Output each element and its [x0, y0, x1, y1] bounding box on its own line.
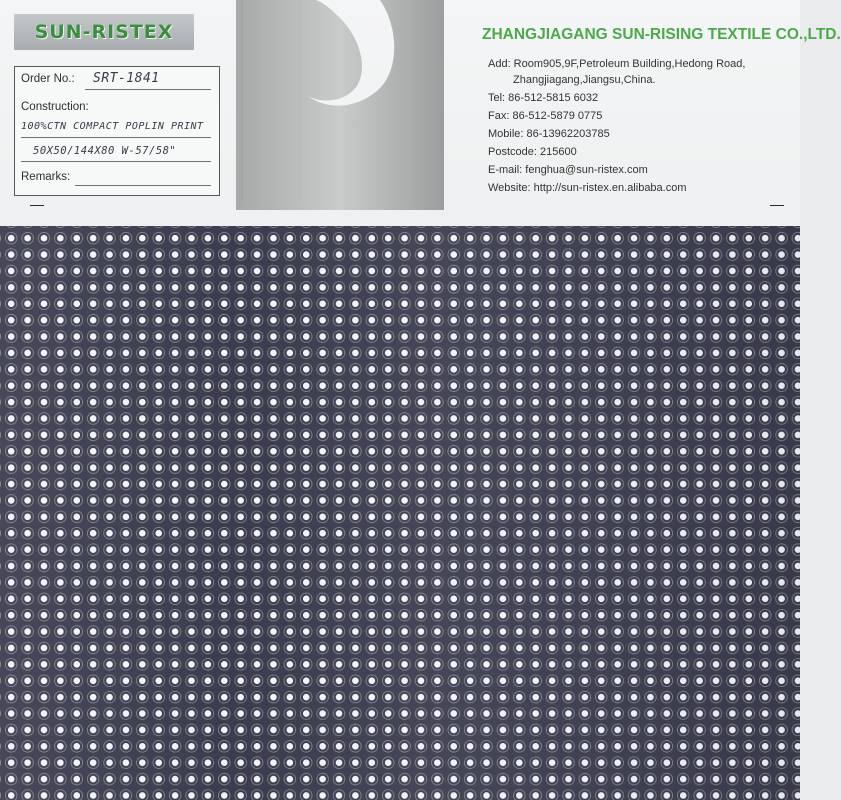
company-name: ZHANGJIAGANG SUN-RISING TEXTILE CO.,LTD. [482, 26, 841, 43]
alignment-tick [770, 205, 784, 206]
remarks-label: Remarks: [21, 171, 71, 183]
order-number-value: SRT-1841 [93, 71, 160, 86]
construction-line-1-rule [21, 137, 211, 138]
brand-logo-text: SUN-RISTEX [34, 21, 174, 43]
company-tel: Tel: 86-512-5815 6032 [488, 92, 599, 104]
hanger-cutout [230, 0, 450, 226]
company-email: E-mail: fenghua@sun-ristex.com [488, 164, 648, 176]
company-fax: Fax: 86-512-5879 0775 [488, 110, 603, 122]
order-number-line [85, 89, 211, 90]
construction-line-2: 50X50/144X80 W-57/58" [33, 145, 177, 157]
company-website: Website: http://sun-ristex.en.alibaba.com [488, 182, 687, 194]
company-mobile: Mobile: 86-13962203785 [488, 128, 610, 140]
company-address-line-2: Zhangjiagang,Jiangsu,China. [513, 74, 656, 86]
sample-header-card [0, 0, 841, 226]
company-address-line-1: Add: Room905,9F,Petroleum Building,Hedong Road, [488, 58, 746, 70]
construction-line-2-rule [21, 161, 211, 162]
alignment-tick [30, 205, 44, 206]
remarks-line [75, 185, 211, 186]
order-number-label: Order No.: [21, 73, 75, 85]
sample-info-form [14, 66, 220, 196]
fabric-swatch [0, 226, 800, 800]
construction-line-1: 100%CTN COMPACT POPLIN PRINT [21, 121, 204, 132]
construction-label: Construction: [21, 101, 89, 113]
brand-logo [14, 14, 194, 50]
company-postcode: Postcode: 215600 [488, 146, 577, 158]
